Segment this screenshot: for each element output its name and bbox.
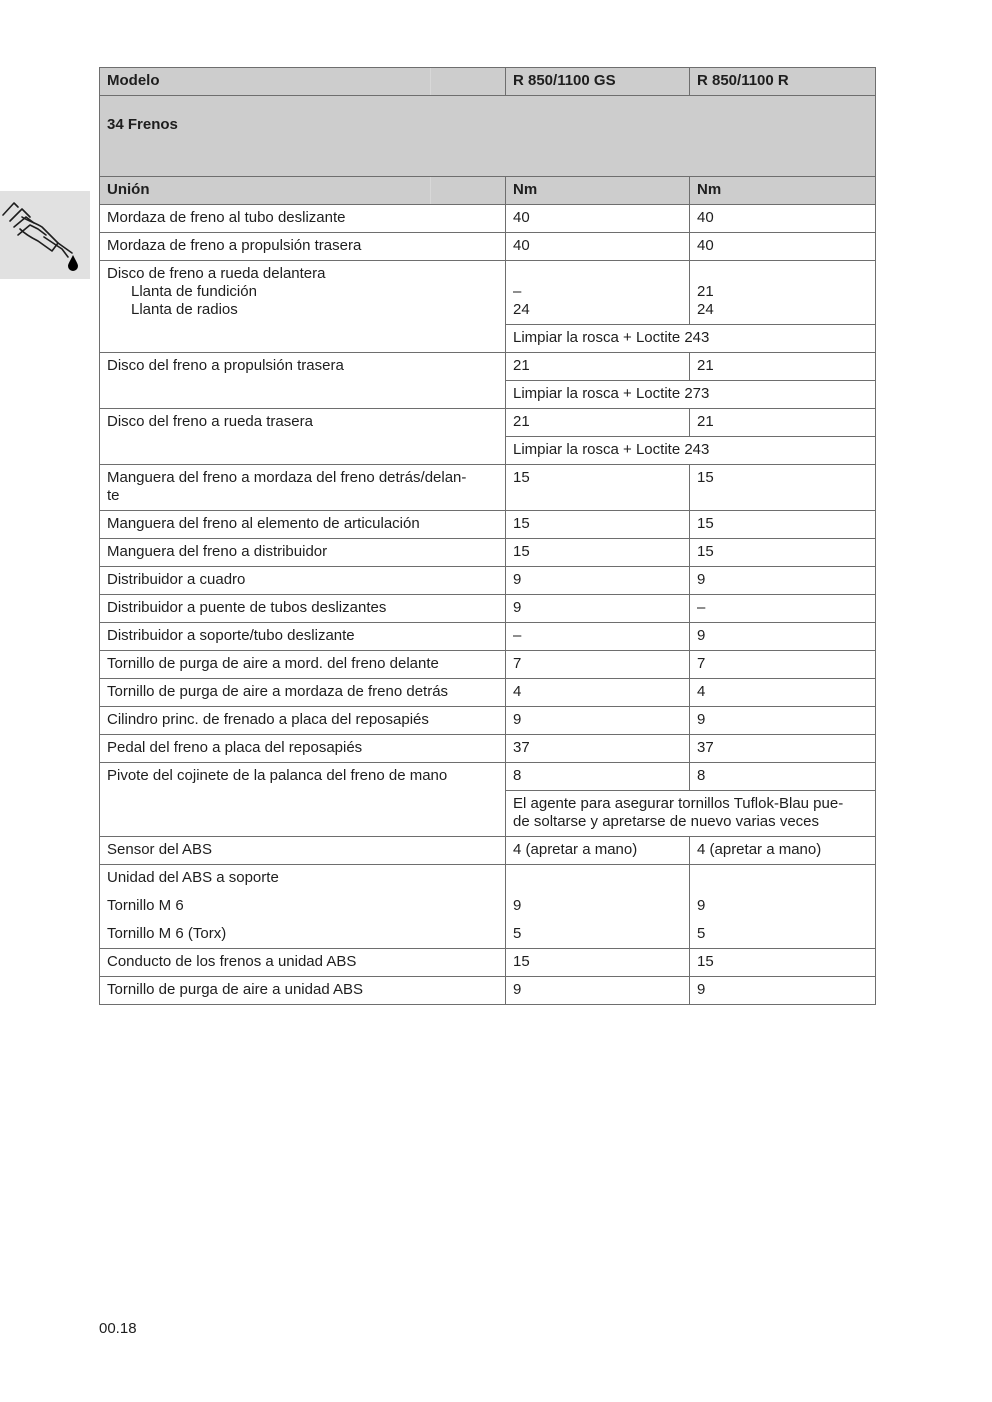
- row-label: [100, 865, 506, 949]
- table-row: [100, 567, 876, 595]
- row-label: Tornillo de purga de aire a mordaza de freno detrás: [100, 679, 506, 707]
- row-value-gs: 4 (apretar a mano): [506, 837, 690, 865]
- row-label: Cilindro princ. de frenado a placa del reposapiés: [100, 707, 506, 735]
- table-row: [100, 233, 876, 261]
- row-value-gs: [506, 261, 690, 325]
- row-value-r: –: [690, 595, 876, 623]
- row-value-r: 15: [690, 511, 876, 539]
- row-label: Tornillo de purga de aire a mord. del freno delante: [100, 651, 506, 679]
- section-title: 34 Frenos: [100, 96, 876, 177]
- row-value-gs: 15: [506, 511, 690, 539]
- table-row: [100, 511, 876, 539]
- row-note: Limpiar la rosca + Loctite 243: [506, 325, 876, 353]
- subheader-union: Unión: [100, 177, 506, 205]
- row-label: Pivote del cojinete de la palanca del freno de mano: [100, 763, 506, 837]
- row-value-r: 15: [690, 539, 876, 567]
- row-value-r: 8: [690, 763, 876, 791]
- table-row: [100, 679, 876, 707]
- header-r: R 850/1100 R: [690, 68, 876, 96]
- row-note-line: El agente para asegurar tornillos Tuflok-Blau pue-: [513, 795, 844, 812]
- row-label: Mordaza de freno a propulsión trasera: [100, 233, 506, 261]
- hand-with-oil-can-icon: [0, 191, 90, 279]
- row-value-r: 4 (apretar a mano): [690, 837, 876, 865]
- table-row: [100, 465, 876, 511]
- row-note: Limpiar la rosca + Loctite 273: [506, 381, 876, 409]
- table-row: [100, 865, 876, 949]
- row-subvalue: –: [513, 283, 522, 300]
- torque-spec-table: [99, 67, 876, 1005]
- table-row: [100, 595, 876, 623]
- row-subvalue: 24: [697, 301, 714, 318]
- row-label: Distribuidor a cuadro: [100, 567, 506, 595]
- table-row: [100, 735, 876, 763]
- table-row: [100, 949, 876, 977]
- page-number: 00.18: [99, 1320, 137, 1337]
- table-header-row: [100, 68, 876, 96]
- row-value-r: 40: [690, 233, 876, 261]
- subheader-nm-gs: Nm: [506, 177, 690, 205]
- row-label: Conducto de los frenos a unidad ABS: [100, 949, 506, 977]
- row-value-gs: 9: [506, 595, 690, 623]
- row-subvalue: 9: [697, 897, 706, 914]
- row-subvalue: 24: [513, 301, 530, 318]
- row-label: Manguera del freno al elemento de articulación: [100, 511, 506, 539]
- header-model: Modelo: [100, 68, 506, 96]
- row-value-gs: 40: [506, 205, 690, 233]
- row-label-line: Manguera del freno a mordaza del freno detrás/delan-: [107, 469, 467, 486]
- table-row: [100, 837, 876, 865]
- row-value-r: 40: [690, 205, 876, 233]
- table-row: [100, 205, 876, 233]
- row-subvalue: 5: [513, 925, 522, 942]
- row-label: Distribuidor a puente de tubos deslizantes: [100, 595, 506, 623]
- table-row: [100, 539, 876, 567]
- row-label-main: Unidad del ABS a soporte: [107, 869, 279, 886]
- row-label: Pedal del freno a placa del reposapiés: [100, 735, 506, 763]
- table-row: [100, 261, 876, 325]
- table-row: [100, 623, 876, 651]
- subheader-row: [100, 177, 876, 205]
- table-row: [100, 763, 876, 791]
- row-note: [506, 791, 876, 837]
- subheader-nm-r: Nm: [690, 177, 876, 205]
- row-subvalue: 9: [513, 897, 522, 914]
- row-value-gs: 15: [506, 949, 690, 977]
- table-row: [100, 977, 876, 1005]
- row-value-gs: 9: [506, 977, 690, 1005]
- row-value-r: 21: [690, 353, 876, 381]
- row-subvalue: 21: [697, 283, 714, 300]
- row-label-main: Disco de freno a rueda delantera: [107, 265, 326, 282]
- row-value-r: 15: [690, 949, 876, 977]
- table-row: [100, 353, 876, 381]
- row-value-gs: 4: [506, 679, 690, 707]
- row-note: Limpiar la rosca + Loctite 243: [506, 437, 876, 465]
- row-value-gs: [506, 865, 690, 949]
- row-value-r: [690, 865, 876, 949]
- row-label: Tornillo de purga de aire a unidad ABS: [100, 977, 506, 1005]
- row-sublabel: Tornillo M 6: [107, 897, 184, 914]
- row-note-line: de soltarse y apretarse de nuevo varias veces: [513, 813, 819, 830]
- row-sublabel: Llanta de fundición: [131, 283, 257, 300]
- row-value-r: 9: [690, 977, 876, 1005]
- row-sublabel: Llanta de radios: [131, 301, 238, 318]
- row-value-gs: 21: [506, 409, 690, 437]
- row-label: Manguera del freno a distribuidor: [100, 539, 506, 567]
- row-value-r: 9: [690, 567, 876, 595]
- row-value-gs: 9: [506, 707, 690, 735]
- row-value-gs: 8: [506, 763, 690, 791]
- row-value-gs: 15: [506, 465, 690, 511]
- row-value-r: 9: [690, 707, 876, 735]
- header-gs: R 850/1100 GS: [506, 68, 690, 96]
- table-row: [100, 651, 876, 679]
- row-label: Distribuidor a soporte/tubo deslizante: [100, 623, 506, 651]
- row-label: Disco del freno a rueda trasera: [100, 409, 506, 465]
- row-value-r: 37: [690, 735, 876, 763]
- row-label: [100, 465, 506, 511]
- row-value-r: 9: [690, 623, 876, 651]
- section-tab: [0, 191, 90, 279]
- row-value-r: 21: [690, 409, 876, 437]
- row-value-gs: 15: [506, 539, 690, 567]
- row-sublabel: Tornillo M 6 (Torx): [107, 925, 227, 942]
- row-value-gs: 9: [506, 567, 690, 595]
- section-row: [100, 96, 876, 177]
- table-row: [100, 707, 876, 735]
- row-subvalue: 5: [697, 925, 706, 942]
- row-label: Disco del freno a propulsión trasera: [100, 353, 506, 409]
- row-value-gs: –: [506, 623, 690, 651]
- row-value-r: 15: [690, 465, 876, 511]
- table-row: [100, 409, 876, 437]
- row-label: Mordaza de freno al tubo deslizante: [100, 205, 506, 233]
- row-value-gs: 40: [506, 233, 690, 261]
- row-value-gs: 37: [506, 735, 690, 763]
- row-value-r: 4: [690, 679, 876, 707]
- row-label: [100, 261, 506, 353]
- row-label-line: te: [107, 487, 120, 504]
- row-label: Sensor del ABS: [100, 837, 506, 865]
- row-value-r: 7: [690, 651, 876, 679]
- row-value-r: [690, 261, 876, 325]
- row-value-gs: 21: [506, 353, 690, 381]
- row-value-gs: 7: [506, 651, 690, 679]
